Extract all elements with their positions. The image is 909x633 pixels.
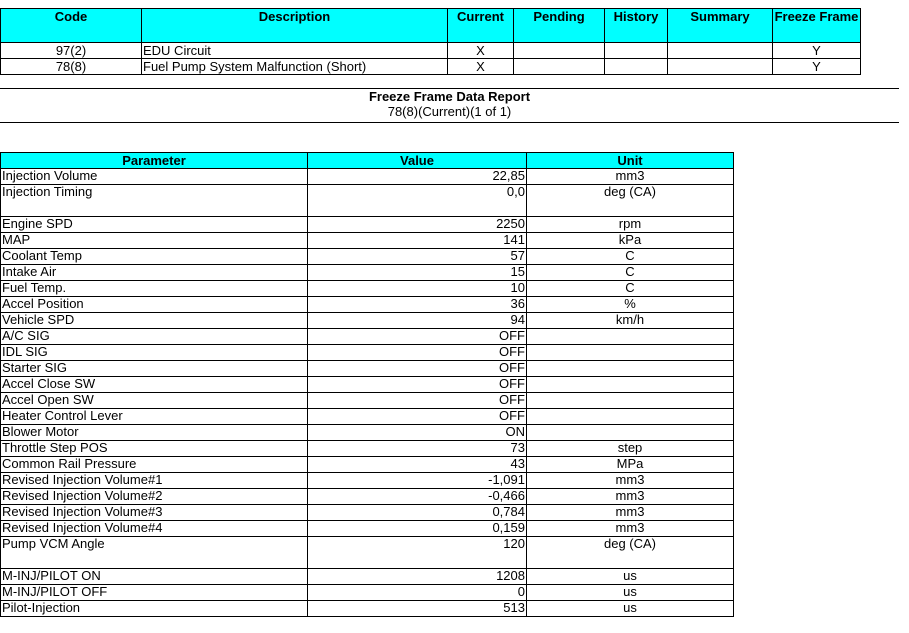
param-unit xyxy=(527,329,734,345)
param-name: Pilot-Injection xyxy=(1,601,308,617)
dtc-header-description: Description xyxy=(142,9,448,43)
param-row xyxy=(1,489,734,505)
param-value: 57 xyxy=(308,249,527,265)
param-name: Accel Open SW xyxy=(1,393,308,409)
dtc-freeze-frame: Y xyxy=(773,43,861,59)
param-value: 513 xyxy=(308,601,527,617)
param-name: Vehicle SPD xyxy=(1,313,308,329)
param-row xyxy=(1,473,734,489)
dtc-freeze-frame: Y xyxy=(773,59,861,75)
param-row xyxy=(1,169,734,185)
param-unit: us xyxy=(527,569,734,585)
param-unit xyxy=(527,345,734,361)
dtc-header-code: Code xyxy=(1,9,142,43)
dtc-header-freeze-frame: Freeze Frame xyxy=(773,9,861,43)
param-row xyxy=(1,585,734,601)
param-value: 10 xyxy=(308,281,527,297)
param-name: Pump VCM Angle xyxy=(1,537,308,569)
param-row xyxy=(1,249,734,265)
param-value: 43 xyxy=(308,457,527,473)
param-unit: C xyxy=(527,249,734,265)
dtc-header-current: Current xyxy=(448,9,514,43)
param-header-parameter: Parameter xyxy=(1,153,308,169)
param-value: OFF xyxy=(308,409,527,425)
param-name: Heater Control Lever xyxy=(1,409,308,425)
dtc-header-row xyxy=(1,9,861,43)
param-row xyxy=(1,601,734,617)
param-unit xyxy=(527,377,734,393)
dtc-history xyxy=(605,59,668,75)
dtc-current: X xyxy=(448,43,514,59)
param-row xyxy=(1,217,734,233)
param-unit: MPa xyxy=(527,457,734,473)
param-unit: % xyxy=(527,297,734,313)
param-unit: mm3 xyxy=(527,505,734,521)
param-value: 0,784 xyxy=(308,505,527,521)
param-name: M-INJ/PILOT ON xyxy=(1,569,308,585)
param-name: Throttle Step POS xyxy=(1,441,308,457)
param-value: 141 xyxy=(308,233,527,249)
dtc-row xyxy=(1,43,861,59)
report-title: Freeze Frame Data Report xyxy=(368,89,531,104)
param-row xyxy=(1,393,734,409)
param-value: 22,85 xyxy=(308,169,527,185)
param-unit: mm3 xyxy=(527,521,734,537)
dtc-header-summary: Summary xyxy=(668,9,773,43)
param-name: Engine SPD xyxy=(1,217,308,233)
param-value: 36 xyxy=(308,297,527,313)
param-value: OFF xyxy=(308,393,527,409)
param-unit xyxy=(527,393,734,409)
param-value: 0 xyxy=(308,585,527,601)
divider-bottom xyxy=(0,122,899,123)
param-unit: C xyxy=(527,281,734,297)
param-value: OFF xyxy=(308,345,527,361)
param-row xyxy=(1,233,734,249)
dtc-history xyxy=(605,43,668,59)
param-value: OFF xyxy=(308,377,527,393)
param-name: IDL SIG xyxy=(1,345,308,361)
param-unit: us xyxy=(527,585,734,601)
param-name: Injection Volume xyxy=(1,169,308,185)
param-unit: mm3 xyxy=(527,169,734,185)
param-value: 1208 xyxy=(308,569,527,585)
param-unit: kPa xyxy=(527,233,734,249)
param-header-unit: Unit xyxy=(527,153,734,169)
dtc-pending xyxy=(514,59,605,75)
param-value: 73 xyxy=(308,441,527,457)
parameter-table xyxy=(0,152,734,617)
param-unit: C xyxy=(527,265,734,281)
dtc-code: 97(2) xyxy=(1,43,142,59)
param-value: 15 xyxy=(308,265,527,281)
param-name: Accel Close SW xyxy=(1,377,308,393)
param-row xyxy=(1,265,734,281)
param-unit: step xyxy=(527,441,734,457)
param-row xyxy=(1,457,734,473)
param-row xyxy=(1,505,734,521)
dtc-description: Fuel Pump System Malfunction (Short) xyxy=(142,59,448,75)
dtc-header-pending: Pending xyxy=(514,9,605,43)
param-row xyxy=(1,441,734,457)
param-unit: deg (CA) xyxy=(527,185,734,217)
param-value: 0,0 xyxy=(308,185,527,217)
param-row xyxy=(1,409,734,425)
param-value: -0,466 xyxy=(308,489,527,505)
dtc-table xyxy=(0,8,861,75)
param-unit: rpm xyxy=(527,217,734,233)
report-heading xyxy=(0,89,899,119)
dtc-summary xyxy=(668,59,773,75)
param-name: Common Rail Pressure xyxy=(1,457,308,473)
param-name: Revised Injection Volume#1 xyxy=(1,473,308,489)
param-header-value: Value xyxy=(308,153,527,169)
report-subtitle: 78(8)(Current)(1 of 1) xyxy=(387,104,512,119)
param-unit: deg (CA) xyxy=(527,537,734,569)
param-value: -1,091 xyxy=(308,473,527,489)
param-value: OFF xyxy=(308,361,527,377)
param-name: Injection Timing xyxy=(1,185,308,217)
param-name: Starter SIG xyxy=(1,361,308,377)
dtc-header-history: History xyxy=(605,9,668,43)
param-value: OFF xyxy=(308,329,527,345)
param-name: Blower Motor xyxy=(1,425,308,441)
param-row xyxy=(1,297,734,313)
param-row xyxy=(1,425,734,441)
param-value: 2250 xyxy=(308,217,527,233)
param-name: M-INJ/PILOT OFF xyxy=(1,585,308,601)
param-name: Revised Injection Volume#2 xyxy=(1,489,308,505)
param-unit xyxy=(527,409,734,425)
param-row xyxy=(1,361,734,377)
param-value: ON xyxy=(308,425,527,441)
param-name: Revised Injection Volume#4 xyxy=(1,521,308,537)
param-row xyxy=(1,329,734,345)
param-row xyxy=(1,313,734,329)
param-row xyxy=(1,521,734,537)
param-row xyxy=(1,345,734,361)
param-row xyxy=(1,281,734,297)
param-value: 94 xyxy=(308,313,527,329)
param-value: 120 xyxy=(308,537,527,569)
param-name: A/C SIG xyxy=(1,329,308,345)
param-header-row xyxy=(1,153,734,169)
param-row xyxy=(1,185,734,217)
param-unit xyxy=(527,425,734,441)
param-unit: us xyxy=(527,601,734,617)
param-name: Fuel Temp. xyxy=(1,281,308,297)
param-unit: mm3 xyxy=(527,489,734,505)
param-name: Accel Position xyxy=(1,297,308,313)
dtc-pending xyxy=(514,43,605,59)
dtc-current: X xyxy=(448,59,514,75)
param-value: 0,159 xyxy=(308,521,527,537)
param-name: Intake Air xyxy=(1,265,308,281)
param-unit xyxy=(527,361,734,377)
param-unit: km/h xyxy=(527,313,734,329)
dtc-row xyxy=(1,59,861,75)
param-name: Coolant Temp xyxy=(1,249,308,265)
param-row xyxy=(1,569,734,585)
param-name: Revised Injection Volume#3 xyxy=(1,505,308,521)
param-row xyxy=(1,377,734,393)
param-unit: mm3 xyxy=(527,473,734,489)
dtc-code: 78(8) xyxy=(1,59,142,75)
param-row xyxy=(1,537,734,569)
dtc-description: EDU Circuit xyxy=(142,43,448,59)
dtc-summary xyxy=(668,43,773,59)
param-name: MAP xyxy=(1,233,308,249)
